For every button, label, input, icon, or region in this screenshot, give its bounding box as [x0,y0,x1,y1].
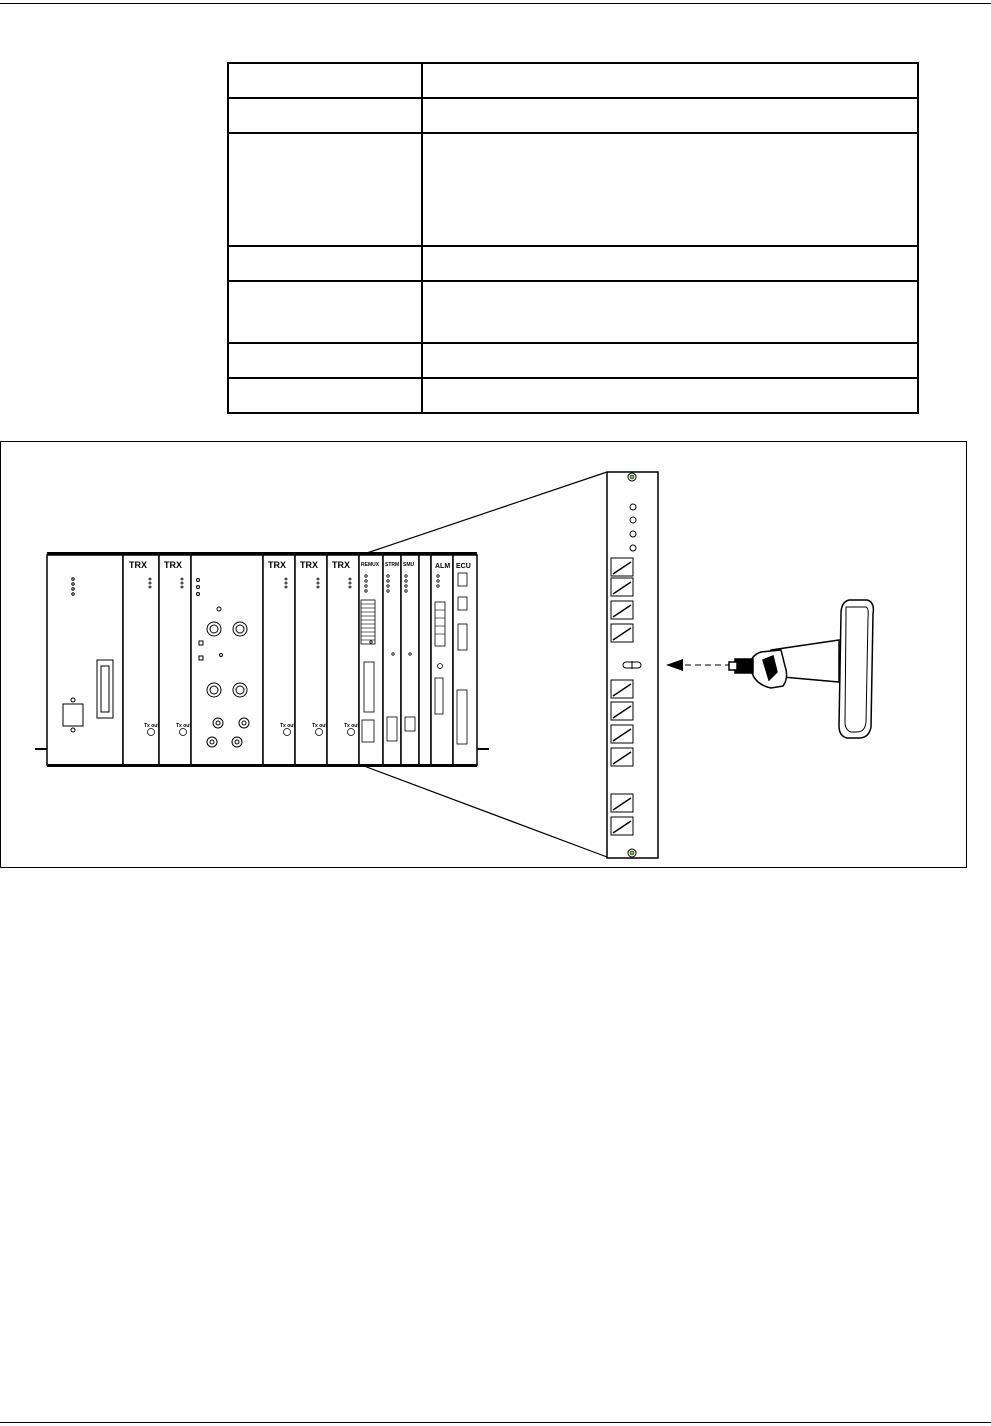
table-row [228,281,918,343]
spec-table [227,62,919,414]
table-row [228,98,918,133]
table-row [228,246,918,281]
table-cell [422,343,918,378]
insertion-arrow [666,659,731,671]
trx-label: TRX [332,560,350,570]
alm-label: ALM [435,563,451,570]
strm-label: STRM [385,562,400,568]
tx-out-label: Tx out [312,723,327,729]
table-row [228,133,918,246]
table-row [228,63,918,98]
table-cell [228,98,422,133]
table-cell [228,281,422,343]
tx-out-label: Tx out [176,723,191,729]
table-cell [228,378,422,413]
table-cell [422,246,918,281]
trx-label: TRX [300,560,318,570]
trx-label: TRX [129,560,147,570]
table-cell [228,246,422,281]
trx-label: TRX [268,560,286,570]
extraction-tool-icon [729,600,873,738]
trx-label: TRX [164,560,182,570]
table-cell [422,63,918,98]
tx-out-label: Tx out [344,723,359,729]
table-row [228,343,918,378]
tx-out-label: Tx out [144,723,159,729]
enlarged-panel [607,472,658,858]
smu-label: SMU [403,562,415,568]
equipment-figure [0,441,967,868]
table-cell [228,63,422,98]
table-cell [422,133,918,246]
table-cell [422,281,918,343]
chassis-top-strip [47,552,477,555]
table-cell [422,98,918,133]
header-rule [0,3,991,4]
remux-label: REMUX [361,562,380,568]
ecu-label: ECU [456,563,471,570]
table-cell [422,378,918,413]
footer-rule [0,1422,991,1423]
tx-out-label: Tx out [280,723,295,729]
chassis-bottom-strip [47,764,477,767]
table-cell [228,133,422,246]
table-cell [228,343,422,378]
rack-illustration [1,442,968,869]
table-row [228,378,918,413]
